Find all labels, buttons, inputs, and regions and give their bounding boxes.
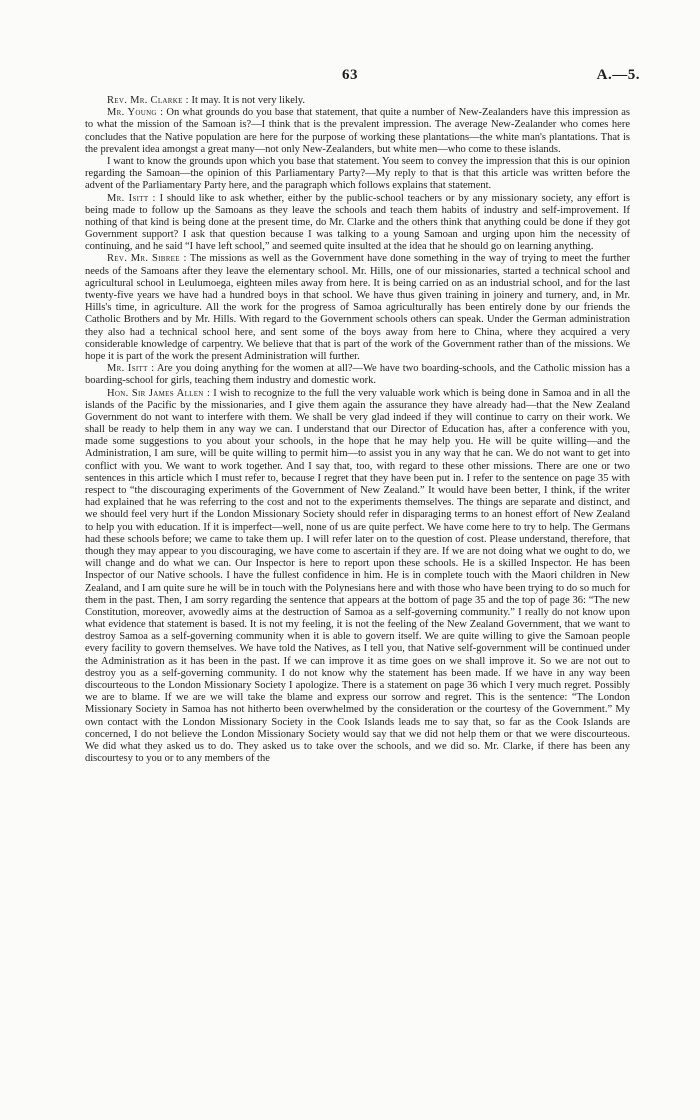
speaker-name: Rev. Mr. Clarke : xyxy=(107,95,189,106)
speaker-name: Mr. Isitt : xyxy=(107,192,156,204)
paragraph xyxy=(85,107,630,156)
document-reference: A.—5. xyxy=(596,67,640,83)
speaker-name: Mr. Young : xyxy=(107,107,164,119)
paragraph-text: On what grounds do you base that statement, that quite a number of New-Zealanders have this impression as to what the mission of the Samoan is?—I think that is the prevalent impression. The average New-Zealander who comes here concludes that the Native population are here for the purpose of working these plantations—the white man's plantations. That is the prevalent idea amongst a great many—not only New-Zealanders, but white men—who come to these islands. xyxy=(85,107,630,155)
paragraph-text: I should like to ask whether, either by the public-school teachers or by any missionary society, any effort is being made to follow up the Samoans as they leave the schools and teach them habits of industry and self-improvement. If nothing of that kind is being done at the present time, do Mr. Clarke and the others think that anything could be done if they got Government support? I ask that question because I was talking to a young Samoan and urging upon him the necessity of continuing, and he said “I have left school,” and seemed quite insulted at the idea that he should go on learning anything. xyxy=(85,192,631,253)
paragraph xyxy=(85,193,630,254)
paragraph xyxy=(85,156,630,193)
paragraph-text: Are you doing anything for the women at all?—We have two boarding-schools, and the Catholic mission has a boarding-school for girls, teaching them industry and domestic work. xyxy=(85,363,631,387)
paragraph xyxy=(85,253,630,363)
speaker-name: Hon. Sir James Allen : xyxy=(107,387,211,399)
paragraph xyxy=(85,95,630,107)
paragraph-text: The missions as well as the Government have done something in the way of trying to meet the further needs of the Samoans after they leave the elementary school. Mr. Hills, one of our missionaries, started a technical school and agricultural school in Leulumoega, eighteen miles away from here. It is being carried on as an industrial school, and for the last twenty-five years we have had a hundred boys in that school. We have thus given training in joinery and turnery, and, in Mr. Hills's time, in agriculture. All the work for the progress of Samoa agriculturally has been entirely done by our friends the Catholic Brothers and by Mr. Hills. With regard to the Government schools others can speak. Under the German administration they also had a technical school here, and sent some of the boys away from here to China, where they acquired a very considerable knowledge of carpentry. We believe that that is part of the work of the Government rather than of the missions. We hope it is part of the work the present Administration will further. xyxy=(85,253,631,362)
paragraph xyxy=(85,363,630,387)
body-text xyxy=(85,95,630,765)
paragraph xyxy=(85,388,630,766)
page-number: 63 xyxy=(342,67,358,83)
speaker-name: Mr. Isitt : xyxy=(107,363,155,375)
paragraph-text: It may. It is not very likely. xyxy=(188,95,305,106)
speaker-name: Rev. Mr. Sibree : xyxy=(107,253,187,265)
paragraph-text: I wish to recognize to the full the very valuable work which is being done in Samoa and in all the islands of the Pacific by the missionaries, and I give them again the assurance they have already had—that the New Zealand Government do not want to interfere with them. We shall be very glad indeed if they will continue to carry on their work. We shall be ready to help them in any way we can. I understand that our Director of Education has, after a conference with you, made some suggestions to you about your schools, in the hope that he may help you. He will be quite willing—and the Administration, I am sure, will be quite willing to permit him—to assist you in any way that he can. We do not want to get into conflict with you. We want to work together. And I say that, too, with regard to these other missions. There are one or two sentences in this article which I must refer to, because I regret that they have been put in. I refer to the sentence on page 35 with respect to “the discouraging experiments of the Government of New Zealand.” It would have been better, I think, if the writer had explained that he was referring to the cost and not to the experiments themselves. The things are separate and distinct, and we should feel very hurt if the London Missionary Society should refer in disparaging terms to an honest effort of New Zealand to help you with education. If it is imperfect—well, none of us are quite perfect. We have come here to try to help. The Germans had these schools before; we came to take them up. I will refer later on to the question of cost. Please understand, therefore, that though they may appear to you discouraging, we have come to ascertain if they are. If we are not doing what we ought to do, we will change and do what we can. Our Inspector is here to report upon these schools. He is a skilled Inspector. He has been Inspector of our Native schools. I have the fullest confidence in him. He is in complete touch with the Maori children in New Zealand, and I am quite sure he will be in touch with the Polynesians here and with those who have been trying to do so much for them in the past. Then, I am sorry regarding the sentence that appears at the bottom of page 35 and the top of page 36: “The new Constitution, moreover, avowedly aims at the destruction of Samoa as a self-governing community.” I really do not know upon what evidence that statement is based. It is not my feeling, it is not the feeling of the New Zealand Government, that we want to destroy Samoa as a self-governing community when it is able to govern itself. We are quite willing to give the Samoan people every facility to govern themselves. We have told the Natives, as I tell you, that Native self-government will be continued under the Administration as it has been in the past. If we can improve it as time goes on we shall improve it. So we are not out to destroy you as a self-governing community. I do not know why the statement has been made. If we have in any way been discourteous to the London Missionary Society I apologize. There is a statement on page 36 which I very much regret. Possibly we are to blame. If we are we will take the blame and express our sorrow and regret. This is the sentence: “The London Missionary Society in Samoa has not hitherto been overwhelmed by the consideration or the courtesy of the Government.” My own contact with the London Missionary Society in the Cook Islands leads me to say that, so far as the Cook Islands are concerned, I do not believe the London Missionary Society would say that we did not help them or that we were discourteous. We did what they asked us to do. They asked us to take over the schools, and we did so. Mr. Clarke, if there has been any discourtesy to you or to any members of the xyxy=(85,387,630,765)
paragraph-text: I want to know the grounds upon which you base that statement. You seem to convey the impression that this is our opinion regarding the Samoan—the opinion of this Parliamentary Party?—My reply to that is that this article was written before the advent of the Parliamentary Party here, and the paragraph which follows explains that statement. xyxy=(85,155,630,192)
